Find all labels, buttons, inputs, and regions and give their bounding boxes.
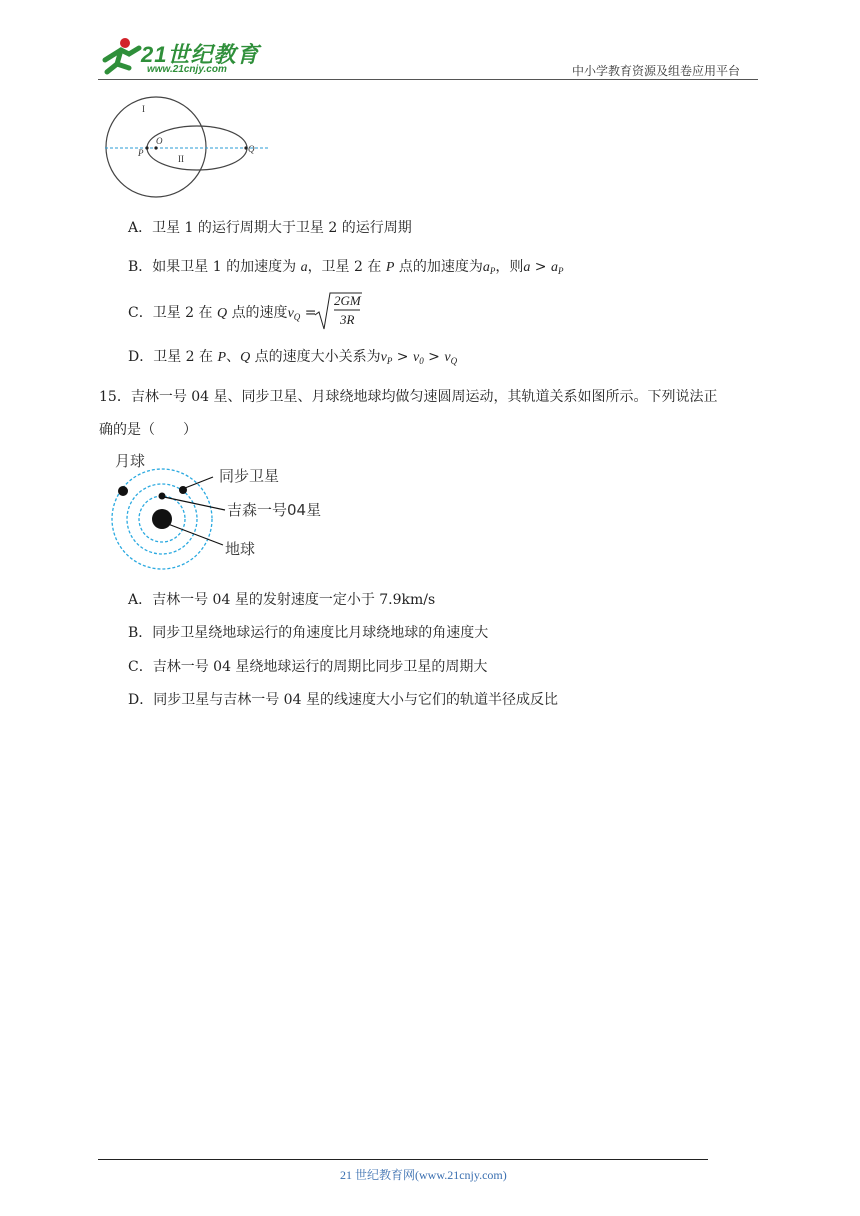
orbit-diagram [100, 92, 280, 202]
q14-option-d: D．卫星 2 在 P、Q 点的速度大小关系为$v_P > v_0 > v_Q$ [128, 349, 458, 366]
label-sync-sat: 同步卫星 [219, 467, 280, 485]
site-logo [95, 36, 265, 78]
label-orbit-II: II [178, 154, 184, 164]
label-O: O [156, 136, 163, 146]
q15-option-c: C．吉林一号 04 星绕地球运行的周期比同步卫星的周期大 [128, 659, 488, 675]
label-earth: 地球 [225, 540, 256, 558]
runner-logo-icon [95, 36, 145, 76]
footer-rule [98, 1159, 708, 1160]
logo-title: 21世纪教育 [141, 42, 260, 67]
label-jilin-sat: 吉森一号04星 [227, 501, 322, 519]
label-P: P [138, 148, 144, 158]
q14-option-a: A．卫星 1 的运行周期大于卫星 2 的运行周期 [128, 220, 412, 236]
label-orbit-I: I [142, 104, 145, 114]
earth-dot [152, 509, 172, 529]
earth-orbits-diagram [105, 450, 335, 570]
q15-option-b: B．同步卫星绕地球运行的角速度比月球绕地球的角速度大 [128, 625, 489, 641]
header-rule [98, 79, 758, 80]
fraction-denominator: 3R [340, 312, 355, 327]
q15-option-a: A．吉林一号 04 星的发射速度一定小于 7.9km/s [128, 592, 436, 608]
jilin-sat-dot [159, 493, 166, 500]
logo-url: www.21cnjy.com [147, 64, 227, 75]
moon-dot [118, 486, 128, 496]
q15-stem-line1: 15．吉林一号 04 星、同步卫星、月球绕地球均做匀速圆周运动，其轨道关系如图所示。下列说法正 [99, 389, 718, 405]
q15-stem-line2: 确的是（ ） [99, 422, 197, 438]
label-moon: 月球 [115, 452, 146, 470]
q14-option-b: B．如果卫星 1 的加速度为 a，卫星 2 在 P 点的加速度为$a_P$，则$a > a_P$ [128, 259, 564, 276]
q14-option-c: C．卫星 2 在 Q 点的速度$v_Q$ = [128, 305, 317, 322]
platform-label: 中小学教育资源及组卷应用平台 [572, 64, 741, 78]
q15-option-d: D．同步卫星与吉林一号 04 星的线速度大小与它们的轨道半径成反比 [128, 692, 558, 708]
fraction-numerator: 2GM [334, 293, 361, 308]
label-Q: Q [248, 144, 255, 154]
footer-text[interactable]: 21 世纪教育网(www.21cnjy.com) [340, 1168, 507, 1182]
